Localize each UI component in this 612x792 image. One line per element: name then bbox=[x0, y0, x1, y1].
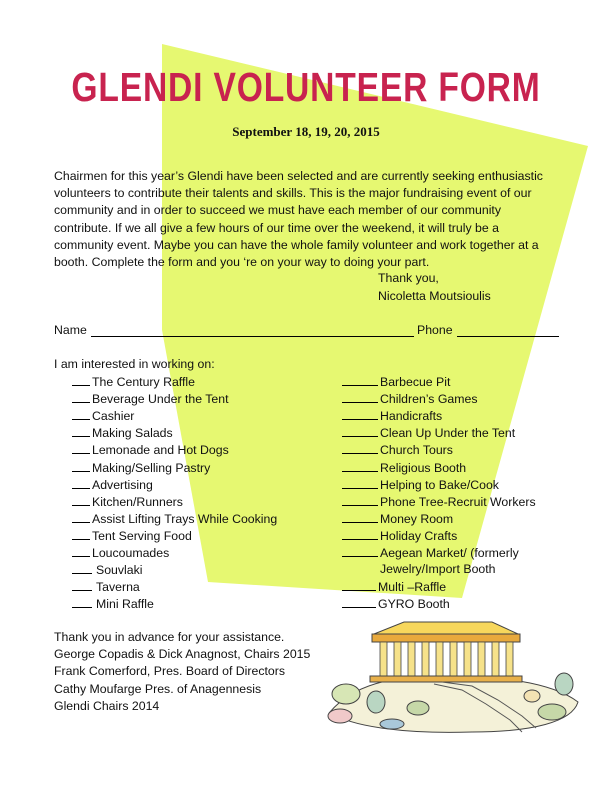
left-item-label: The Century Raffle bbox=[92, 375, 195, 389]
left-item bbox=[72, 528, 192, 543]
right-item-label: Clean Up Under the Tent bbox=[380, 426, 516, 441]
right-item-label: Holiday Crafts bbox=[380, 528, 458, 543]
left-checkbox-line[interactable] bbox=[72, 596, 92, 608]
phone-label: Phone bbox=[417, 323, 453, 337]
right-item-label: Phone Tree-Recruit Workers bbox=[380, 494, 536, 509]
right-item-label: Multi –Raffle bbox=[378, 580, 447, 595]
left-item-label: Kitchen/Runners bbox=[92, 494, 183, 509]
right-checkbox-line[interactable] bbox=[342, 511, 378, 523]
right-checkbox-line[interactable] bbox=[342, 596, 376, 608]
footer-signatures bbox=[54, 629, 310, 715]
left-item-label: Taverna bbox=[96, 580, 140, 595]
right-item bbox=[342, 494, 536, 509]
left-item bbox=[72, 374, 195, 389]
left-checkbox-line[interactable] bbox=[72, 425, 90, 437]
name-field[interactable] bbox=[91, 336, 414, 337]
right-item bbox=[342, 425, 515, 440]
right-checkbox-line[interactable] bbox=[342, 425, 378, 437]
right-item-label: Aegean Market/ (formerly bbox=[380, 546, 519, 560]
right-checkbox-line[interactable] bbox=[342, 391, 378, 403]
right-item-label: Religious Booth bbox=[380, 460, 467, 475]
left-checkbox-line[interactable] bbox=[72, 477, 90, 489]
left-item bbox=[72, 442, 229, 457]
left-item bbox=[72, 596, 154, 611]
right-item bbox=[342, 596, 450, 611]
left-checkbox-line[interactable] bbox=[72, 579, 92, 591]
intro-line: volunteers to contribute their talents and skills. This is the major fundraising event of our bbox=[54, 186, 532, 201]
right-item-label: Handicrafts bbox=[380, 409, 443, 424]
intro-line: contribute. If we all give a few hours of our time over the weekend, it will truly be a bbox=[54, 220, 499, 235]
signer-name: Nicoletta Moutsioulis bbox=[378, 289, 491, 303]
right-item-label: GYRO Booth bbox=[378, 597, 450, 612]
intro-line: Chairmen for this year’s Glendi have been selected and are currently seeking enthusiastic bbox=[54, 169, 543, 183]
left-item-label: Tent Serving Food bbox=[92, 528, 192, 543]
right-checkbox-line[interactable] bbox=[342, 494, 378, 506]
right-item bbox=[342, 511, 453, 526]
left-item-label: Assist Lifting Trays While Cooking bbox=[92, 511, 278, 526]
right-item bbox=[342, 442, 453, 457]
right-checkbox-line[interactable] bbox=[342, 579, 376, 591]
left-item-label: Lemonade and Hot Dogs bbox=[92, 443, 229, 458]
intro-line: community event. Maybe you can have the whole family volunteer and work together at a bbox=[54, 237, 539, 252]
footer-line: Cathy Moufarge Pres. of Anagennesis bbox=[54, 681, 262, 696]
left-checkbox-line[interactable] bbox=[72, 442, 90, 454]
left-checkbox-line[interactable] bbox=[72, 511, 90, 523]
right-item bbox=[342, 528, 457, 543]
interest-label: I am interested in working on: bbox=[54, 357, 215, 371]
left-item bbox=[72, 460, 210, 475]
right-item-label: Church Tours bbox=[380, 443, 453, 458]
left-checkbox-line[interactable] bbox=[72, 374, 90, 386]
left-item-label: Beverage Under the Tent bbox=[92, 392, 229, 407]
left-item bbox=[72, 579, 140, 594]
intro-line: booth. Complete the form and you ‘re on your way to doing your part. bbox=[54, 255, 430, 270]
left-item-label: Making Salads bbox=[92, 426, 173, 441]
right-checkbox-line[interactable] bbox=[342, 374, 378, 386]
right-item bbox=[342, 562, 496, 576]
right-checkbox-line[interactable] bbox=[342, 477, 378, 489]
greek-temple-illustration bbox=[322, 616, 586, 736]
left-item bbox=[72, 477, 153, 492]
left-checkbox-line[interactable] bbox=[72, 494, 90, 506]
footer-line: George Copadis & Dick Anagnost, Chairs 2015 bbox=[54, 647, 311, 662]
footer-line: Glendi Chairs 2014 bbox=[54, 698, 160, 713]
left-checkbox-line[interactable] bbox=[72, 460, 90, 472]
left-item-label: Mini Raffle bbox=[96, 597, 154, 612]
right-checkbox-line[interactable] bbox=[342, 408, 378, 420]
left-item bbox=[72, 425, 173, 440]
left-item-label: Cashier bbox=[92, 409, 135, 424]
left-item bbox=[72, 562, 142, 577]
right-item-label: Barbecue Pit bbox=[380, 375, 451, 389]
left-item bbox=[72, 545, 169, 560]
left-item-label: Making/Selling Pastry bbox=[92, 460, 211, 475]
right-checkbox-line[interactable] bbox=[342, 528, 378, 540]
page-title: GLENDI VOLUNTEER FORM bbox=[71, 64, 541, 110]
thanks-text: Thank you, bbox=[378, 271, 439, 285]
left-checkbox-line[interactable] bbox=[72, 408, 90, 420]
footer-line: Thank you in advance for your assistance. bbox=[54, 630, 285, 644]
left-item-label: Loucoumades bbox=[92, 546, 170, 560]
left-item-label: Advertising bbox=[92, 477, 153, 492]
right-checkbox-line[interactable] bbox=[342, 442, 378, 454]
left-item bbox=[72, 494, 183, 509]
left-checkbox-line[interactable] bbox=[72, 545, 90, 557]
footer-line: Frank Comerford, Pres. Board of Directors bbox=[54, 664, 285, 679]
right-item-label: Money Room bbox=[380, 511, 454, 526]
left-item bbox=[72, 408, 134, 423]
right-item bbox=[342, 408, 442, 423]
intro-line: community and in order to succeed we must have each member of our community bbox=[54, 203, 501, 218]
right-item bbox=[342, 579, 446, 594]
right-item bbox=[342, 460, 466, 475]
right-item bbox=[342, 545, 519, 560]
left-item bbox=[72, 391, 229, 406]
right-item bbox=[342, 391, 478, 406]
left-item bbox=[72, 511, 277, 526]
name-label: Name bbox=[54, 323, 87, 337]
right-checkbox-line[interactable] bbox=[342, 460, 378, 472]
left-checkbox-line[interactable] bbox=[72, 391, 90, 403]
left-checkbox-line[interactable] bbox=[72, 562, 92, 574]
right-item bbox=[342, 374, 450, 389]
phone-field[interactable] bbox=[457, 336, 559, 337]
right-checkbox-line[interactable] bbox=[342, 545, 378, 557]
intro-paragraph bbox=[54, 168, 580, 271]
right-item-label: Helping to Bake/Cook bbox=[380, 477, 499, 492]
left-checkbox-line[interactable] bbox=[72, 528, 90, 540]
left-item-label: Souvlaki bbox=[96, 563, 143, 578]
right-item bbox=[342, 477, 499, 492]
event-date: September 18, 19, 20, 2015 bbox=[232, 124, 380, 139]
right-item-label: Jewelry/Import Booth bbox=[380, 562, 496, 577]
right-item-label: Children’s Games bbox=[380, 392, 478, 407]
